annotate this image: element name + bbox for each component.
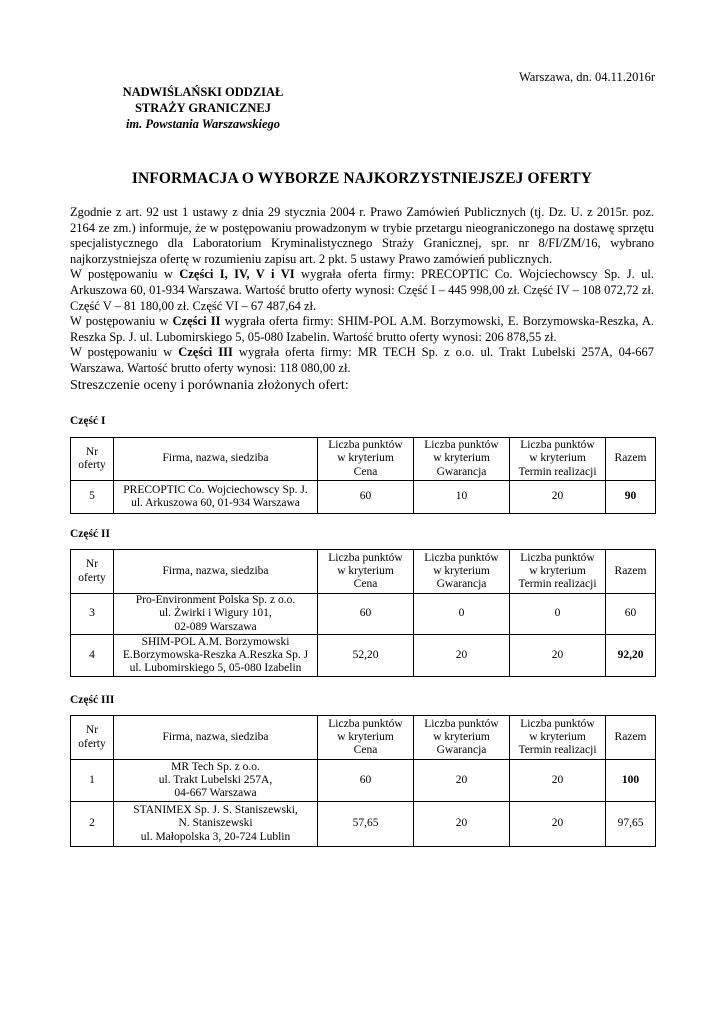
header-nr bbox=[71, 716, 114, 760]
header-nr-l2: oferty bbox=[78, 571, 106, 584]
header-nr-l1: Nr bbox=[85, 445, 99, 458]
text: wygrała oferta firmy: PRECOPTIC Co. Wojciechowscy Sp. J. ul. Arkuszowa 60, 01-934 Warszawa. Wartość brutto oferty wynosi: Część I – 445 998,00 zł. Część IV – 108 072,72 zł. Część V – 81 180,00 zł. Część VI – 67 487,64 zł. bbox=[70, 267, 654, 313]
header-nr-l1: Nr bbox=[85, 724, 99, 737]
text: W postępowaniu w bbox=[70, 267, 180, 282]
header-gw-l2: w kryterium bbox=[433, 564, 490, 577]
header-firma: Firma, nazwa, siedziba bbox=[114, 550, 318, 594]
text-bold: Części I, IV, V i VI bbox=[179, 267, 295, 282]
paragraph-part-3 bbox=[70, 345, 654, 376]
text: wygrała oferta firmy: SHIM-POL A.M. Borzymowski, E. Borzymowska-Reszka, A. Reszka Sp. J. ul. Lubomirskiego 5, 05-080 Izabelin. Wartość brutto oferty wynosi: 206 878,55 zł. bbox=[70, 314, 654, 344]
scores-table-1 bbox=[70, 437, 656, 514]
scores-table-2 bbox=[70, 549, 656, 677]
paragraph-part-1 bbox=[70, 267, 654, 314]
header-gw-l2: w kryterium bbox=[433, 730, 490, 743]
table-row bbox=[71, 481, 656, 514]
header-firma: Firma, nazwa, siedziba bbox=[114, 438, 318, 481]
firma-line: ul. Lubomirskiego 5, 05-080 Izabelin bbox=[129, 662, 302, 675]
cell-termin: 0 bbox=[510, 594, 606, 635]
table-row bbox=[71, 635, 656, 677]
paragraph-part-2 bbox=[70, 314, 654, 345]
header-tr-l1: Liczba punktów bbox=[520, 717, 595, 730]
header-tr-l3: Termin realizacji bbox=[518, 578, 597, 591]
cell-gwarancja: 20 bbox=[414, 760, 510, 802]
header-gw-l3: Gwarancja bbox=[436, 578, 487, 591]
header-gw-l3: Gwarancja bbox=[436, 465, 487, 478]
firma-line: PRECOPTIC Co. Wojciechowscy Sp. J. bbox=[123, 483, 308, 496]
header-termin bbox=[510, 716, 606, 760]
cell-cena: 60 bbox=[318, 760, 414, 802]
table-row bbox=[71, 760, 656, 802]
header-gw-l1: Liczba punktów bbox=[424, 439, 499, 452]
section-label-3: Część III bbox=[70, 694, 115, 706]
cell-firma bbox=[114, 760, 318, 802]
firma-line: 04-667 Warszawa bbox=[174, 787, 257, 800]
cell-nr: 3 bbox=[71, 594, 114, 635]
header-tr-l1: Liczba punktów bbox=[520, 439, 595, 452]
table-row bbox=[71, 594, 656, 635]
firma-line: MR Tech Sp. z o.o. bbox=[171, 760, 260, 773]
header-firma: Firma, nazwa, siedziba bbox=[114, 716, 318, 760]
header-cena-l3: Cena bbox=[353, 465, 378, 478]
section-label-2: Część II bbox=[70, 528, 110, 540]
page-title: INFORMACJA O WYBORZE NAJKORZYSTNIEJSZEJ OFERTY bbox=[131, 170, 593, 187]
header-gw-l1: Liczba punktów bbox=[424, 717, 499, 730]
cell-razem: 100 bbox=[606, 760, 656, 802]
header-nr bbox=[71, 438, 114, 481]
cell-cena: 57,65 bbox=[318, 802, 414, 847]
firma-line: 02-089 Warszawa bbox=[174, 620, 257, 633]
firma-line: STANIMEX Sp. J. S. Staniszewski, bbox=[133, 804, 298, 817]
header-gw-l2: w kryterium bbox=[433, 452, 490, 465]
org-line-3: im. Powstania Warszawskiego bbox=[125, 117, 281, 131]
header-gwarancja bbox=[414, 438, 510, 481]
header-cena-l3: Cena bbox=[353, 744, 378, 757]
cell-firma bbox=[114, 594, 318, 635]
cell-razem: 90 bbox=[606, 481, 656, 514]
cell-razem: 97,65 bbox=[606, 802, 656, 847]
cell-nr: 4 bbox=[71, 635, 114, 677]
header-tr-l2: w kryterium bbox=[529, 730, 586, 743]
firma-line: ul. Żwirki i Wigury 101, bbox=[159, 607, 272, 620]
cell-razem: 60 bbox=[606, 594, 656, 635]
text-bold: Części II bbox=[172, 314, 221, 329]
firma-line: ul. Arkuszowa 60, 01-934 Warszawa bbox=[131, 497, 300, 509]
org-line-2: STRAŻY GRANICZNEJ bbox=[134, 101, 272, 115]
cell-termin: 20 bbox=[510, 635, 606, 677]
summary-heading: Streszczenie oceny i porównania złożonych ofert: bbox=[70, 377, 349, 393]
header-tr-l3: Termin realizacji bbox=[518, 744, 597, 757]
cell-termin: 20 bbox=[510, 481, 606, 514]
header-gw-l3: Gwarancja bbox=[436, 744, 487, 757]
firma-line: SHIM-POL A.M. Borzymowski bbox=[141, 635, 290, 648]
cell-termin: 20 bbox=[510, 760, 606, 802]
cell-cena: 60 bbox=[318, 481, 414, 514]
cell-nr: 2 bbox=[71, 802, 114, 847]
body-text bbox=[70, 205, 654, 394]
header-razem: Razem bbox=[606, 716, 656, 760]
cell-nr: 5 bbox=[71, 481, 114, 514]
cell-firma bbox=[114, 802, 318, 847]
header-nr-l1: Nr bbox=[85, 558, 99, 571]
firma-line: E.Borzymowska-Reszka A.Reszka Sp. J bbox=[122, 648, 309, 661]
header-nr-l2: oferty bbox=[78, 737, 106, 750]
cell-razem: 92,20 bbox=[606, 635, 656, 677]
cell-gwarancja: 20 bbox=[414, 802, 510, 847]
cell-cena: 60 bbox=[318, 594, 414, 635]
cell-nr: 1 bbox=[71, 760, 114, 802]
header-cena-l1: Liczba punktów bbox=[328, 717, 403, 730]
text-bold: Części III bbox=[178, 345, 233, 360]
cell-gwarancja: 0 bbox=[414, 594, 510, 635]
text: W postępowaniu w bbox=[70, 345, 179, 360]
cell-cena: 52,20 bbox=[318, 635, 414, 677]
header-cena bbox=[318, 716, 414, 760]
table-row bbox=[71, 802, 656, 847]
header-gwarancja bbox=[414, 550, 510, 594]
firma-line: N. Staniszewski bbox=[178, 817, 253, 830]
header-cena-l2: w kryterium bbox=[337, 564, 394, 577]
cell-firma bbox=[114, 635, 318, 677]
header-cena-l3: Cena bbox=[353, 578, 378, 591]
header-tr-l2: w kryterium bbox=[529, 564, 586, 577]
paragraph-intro: Zgodnie z art. 92 ust 1 ustawy z dnia 29 stycznia 2004 r. Prawo Zamówień Publicznych (tj. Dz. U. z 2015r. poz. 2164 ze zm.) informuje, że w postępowaniu prowadzonym w trybie przetargu nieograniczonego na dostawę sprzętu specjalistycznego dla Laboratorium Kryminalistycznego Straży Granicznej, spr. nr 8/FI/ZM/16, wybrano najkorzystniejsza ofertę w rozumieniu zapisu art. 2 pkt. 5 ustawy Prawo zamówień publicznych. bbox=[70, 205, 654, 266]
text: wygrała oferta firmy: MR TECH Sp. z o.o. ul. Trakt Lubelski 257A, 04-667 Warszawa. Wartość brutto oferty wynosi: 118 080,00 zł. bbox=[70, 345, 654, 375]
header-tr-l3: Termin realizacji bbox=[518, 465, 597, 478]
section-label-1: Część I bbox=[70, 415, 106, 427]
firma-line: ul. Małopolska 3, 20-724 Lublin bbox=[140, 830, 291, 843]
header-row bbox=[71, 438, 656, 481]
header-cena-l1: Liczba punktów bbox=[328, 439, 403, 452]
cell-gwarancja: 20 bbox=[414, 635, 510, 677]
header-tr-l2: w kryterium bbox=[529, 452, 586, 465]
firma-line: ul. Trakt Lubelski 257A, bbox=[158, 773, 273, 786]
header-cena-l2: w kryterium bbox=[337, 730, 394, 743]
header-cena-l2: w kryterium bbox=[337, 452, 394, 465]
header-row bbox=[71, 550, 656, 594]
org-line-1: NADWIŚLAŃSKI ODDZIAŁ bbox=[122, 85, 284, 99]
header-termin bbox=[510, 550, 606, 594]
header-termin bbox=[510, 438, 606, 481]
cell-gwarancja: 10 bbox=[414, 481, 510, 514]
header-razem: Razem bbox=[606, 550, 656, 594]
header-nr-l2: oferty bbox=[78, 459, 106, 471]
place-date: Warszawa, dn. 04.11.2016r bbox=[519, 70, 655, 84]
header-cena bbox=[318, 550, 414, 594]
scores-table-3 bbox=[70, 715, 656, 847]
cell-termin: 20 bbox=[510, 802, 606, 847]
header-tr-l1: Liczba punktów bbox=[520, 551, 595, 564]
text: W postępowaniu w bbox=[70, 314, 173, 329]
firma-line: Pro-Environment Polska Sp. z o.o. bbox=[135, 594, 296, 607]
header-row bbox=[71, 716, 656, 760]
organization-header bbox=[108, 84, 298, 132]
header-razem: Razem bbox=[606, 438, 656, 481]
header-gw-l1: Liczba punktów bbox=[424, 551, 499, 564]
header-cena-l1: Liczba punktów bbox=[328, 551, 403, 564]
cell-firma bbox=[114, 481, 318, 514]
header-gwarancja bbox=[414, 716, 510, 760]
header-nr bbox=[71, 550, 114, 594]
header-cena bbox=[318, 438, 414, 481]
